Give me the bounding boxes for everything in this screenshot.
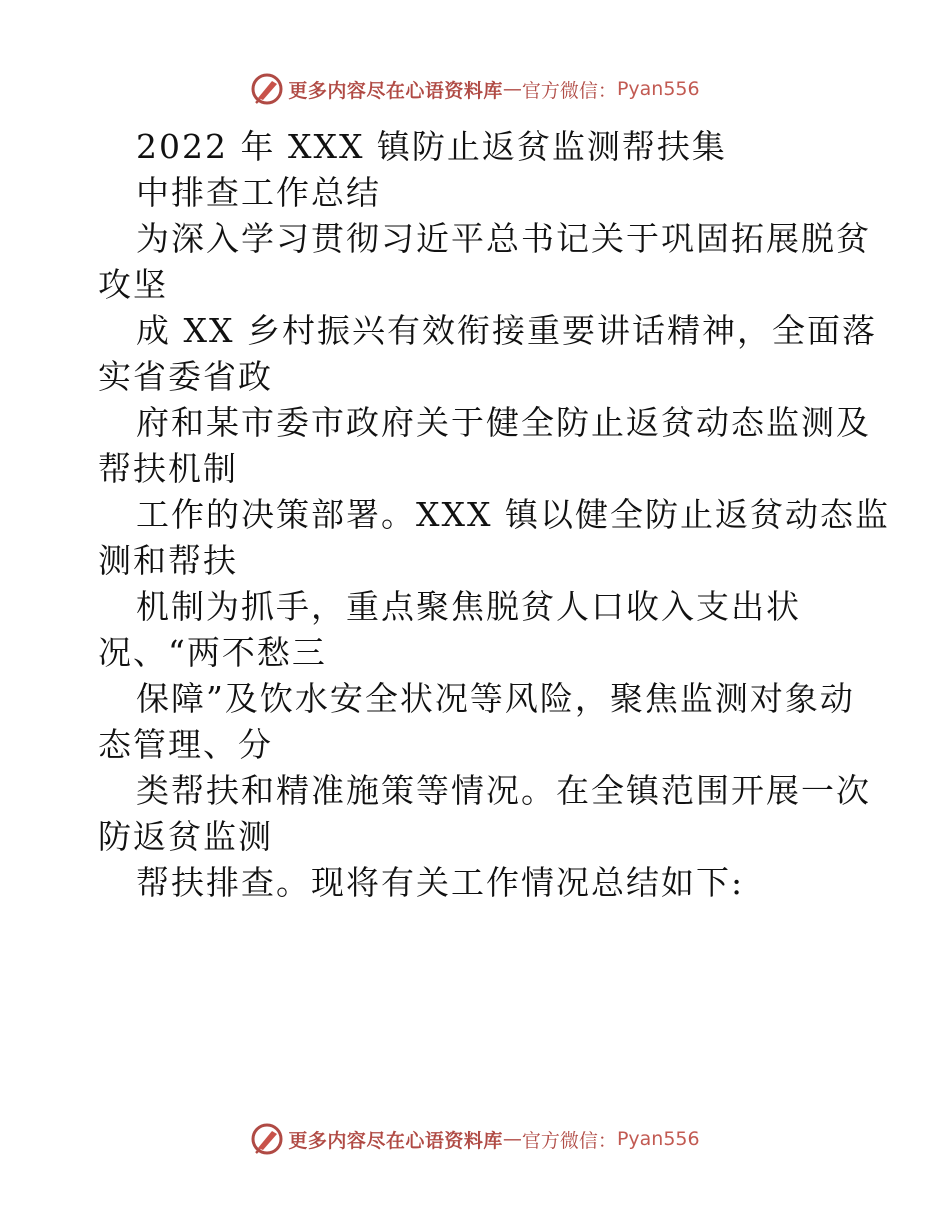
- paragraph-line: 保障”及饮水安全状况等风险，聚焦监测对象动: [136, 679, 855, 718]
- watermark-text: 更多内容尽在心语资料库: [288, 79, 503, 102]
- watermark-id: Pyan556: [616, 1128, 700, 1150]
- quill-logo-icon: [250, 1122, 284, 1156]
- watermark-label: 官方微信：: [521, 1129, 617, 1152]
- paragraph-line: 攻坚: [98, 265, 168, 304]
- paragraph-line: 为深入学习贯彻习近平总书记关于巩固拓展脱贫: [136, 219, 871, 258]
- header-watermark: [0, 72, 950, 106]
- paragraph-line: 帮扶机制: [98, 449, 238, 488]
- title-line-1: 2022 年 XXX 镇防止返贫监测帮扶集: [136, 127, 727, 166]
- paragraph-line: 成 XX 乡村振兴有效衔接重要讲话精神，全面落: [136, 311, 877, 350]
- paragraph-line: 工作的决策部署。XXX 镇以健全防止返贫动态监: [136, 495, 890, 534]
- paragraph-line: 防返贫监测: [98, 817, 273, 856]
- paragraph-line: 测和帮扶: [98, 541, 238, 580]
- footer-watermark: [0, 1122, 950, 1156]
- watermark-dash: —: [502, 78, 522, 100]
- watermark-dash: —: [502, 1128, 522, 1150]
- paragraph-line: 机制为抓手，重点聚焦脱贫人口收入支出状: [136, 587, 801, 626]
- document-body: [98, 124, 890, 906]
- paragraph-line: 帮扶排查。现将有关工作情况总结如下:: [136, 863, 745, 902]
- paragraph-line: 实省委省政: [98, 357, 273, 396]
- quill-logo-icon: [250, 72, 284, 106]
- title-line-2: 中排查工作总结: [136, 173, 381, 212]
- paragraph-line: 态管理、分: [98, 725, 273, 764]
- watermark-text: 更多内容尽在心语资料库: [288, 1129, 503, 1152]
- paragraph-line: 类帮扶和精准施策等情况。在全镇范围开展一次: [136, 771, 871, 810]
- watermark-label: 官方微信：: [521, 79, 617, 102]
- paragraph-line: 府和某市委市政府关于健全防止返贫动态监测及: [136, 403, 871, 442]
- paragraph-line: 况、“两不愁三: [98, 633, 327, 672]
- watermark-id: Pyan556: [616, 78, 700, 100]
